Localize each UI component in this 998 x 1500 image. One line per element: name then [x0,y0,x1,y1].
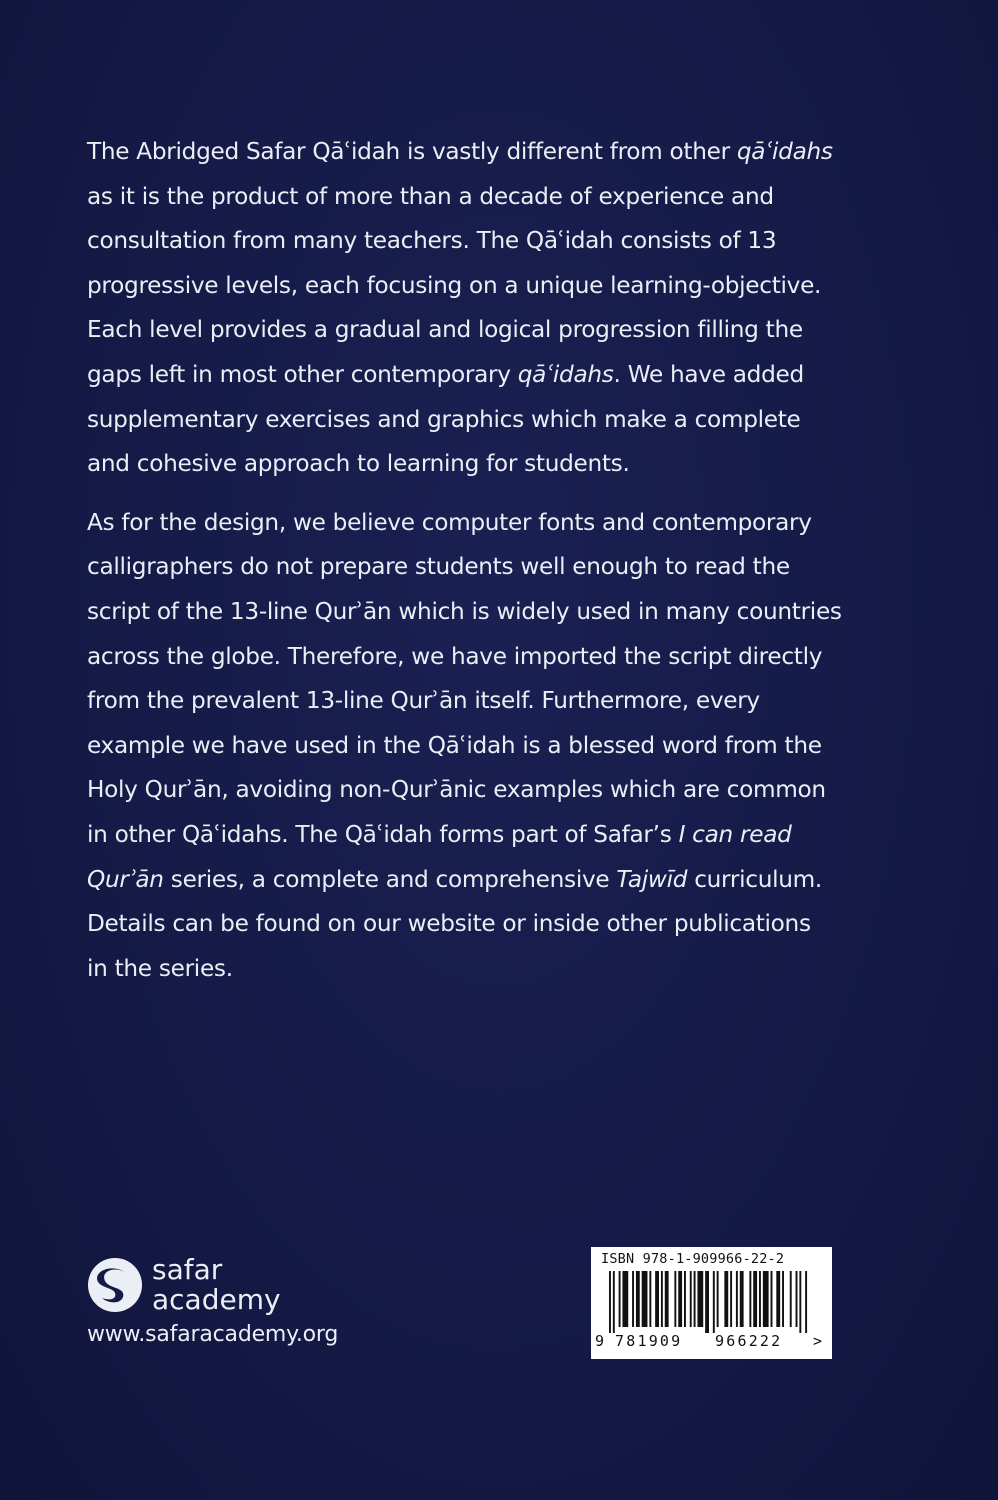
ean-right-group: 966222 [715,1332,783,1350]
barcode-bar [736,1271,738,1327]
ean-first-digit: 9 [595,1332,605,1350]
barcode-bar [694,1271,696,1327]
text-line: from the prevalent 13-line Qurʾān itself. Furthermore, every [87,687,760,715]
barcode-bar [763,1271,769,1327]
italic-series-title: Qurʾān [87,865,164,893]
publisher-logo [86,1250,281,1320]
text-line: example we have used in the Qāʿidah is a blessed word from the [87,731,822,759]
barcode-bar [782,1271,784,1327]
barcode-bar [724,1271,728,1327]
barcode-bar [713,1271,715,1333]
isbn-barcode [591,1247,832,1359]
text-line: as it is the product of more than a decade of experience and [87,182,774,210]
text-line: Details can be found on our website or inside other publications [87,910,811,938]
text-line: As for the design, we believe computer fonts and contemporary [87,508,812,536]
publisher-website: www.safaracademy.org [87,1322,339,1347]
barcode-bar [609,1271,611,1333]
barcode-bar [632,1271,634,1327]
barcode-bar [796,1271,798,1327]
barcode-bar [665,1271,669,1327]
barcode-bar [674,1271,676,1327]
swirl-s-icon [86,1256,144,1314]
barcode-bar [753,1271,757,1327]
barcode-bar [749,1271,751,1327]
logo-wordmark [152,1255,281,1315]
ean-left-group: 781909 [615,1332,683,1350]
barcode-bars [609,1271,809,1333]
ean-end-mark: > [813,1332,823,1350]
barcode-bar [799,1271,801,1333]
logo-word-safar: safar [152,1253,223,1286]
text-line: supplementary exercises and graphics which make a complete [87,405,801,433]
barcode-bar [613,1271,615,1333]
barcode-bar [619,1271,621,1327]
barcode-bar [649,1271,651,1327]
text-line: in other Qāʿidahs. The Qāʿidah forms part of Safar’s I can read [87,820,792,848]
barcode-bar [790,1271,792,1327]
text-line: progressive levels, each focusing on a unique learning-objective. [87,271,822,299]
barcode-bar [717,1271,719,1327]
barcode-bar [690,1271,692,1327]
italic-term: qāʿidahs [517,360,614,388]
barcode-bar [805,1271,807,1333]
barcode-bar [661,1271,663,1327]
text-line: The Abridged Safar Qāʿidah is vastly different from other qāʿidahs [87,138,833,165]
barcode-bar [636,1271,640,1327]
text-line: consultation from many teachers. The Qāʿidah consists of 13 [87,227,777,255]
barcode-bar [622,1271,628,1327]
logo-word-academy: academy [152,1283,281,1316]
barcode-bar [771,1271,773,1327]
barcode-bar [642,1271,648,1327]
barcode-bar [697,1271,703,1327]
isbn-label: ISBN 978-1-909966-22-2 [601,1251,785,1267]
text-line: calligraphers do not prepare students well enough to read the [87,553,790,581]
barcode-bar [678,1271,682,1327]
text-line: across the globe. Therefore, we have imported the script directly [87,642,823,670]
text-line: gaps left in most other contemporary qāʿidahs. We have added [87,360,804,388]
blurb-paragraph-1 [87,130,847,487]
barcode-bar [740,1271,744,1327]
barcode-bar [759,1271,761,1327]
blurb-paragraph-2 [87,501,847,992]
text-line: and cohesive approach to learning for students. [87,450,630,478]
barcode-bar [705,1271,709,1333]
blurb-text [87,130,847,991]
italic-term: Tajwīd [616,865,688,893]
barcode-bar [655,1271,659,1327]
barcode-bar [684,1271,686,1327]
barcode-bar [776,1271,780,1327]
text-line: script of the 13-line Qurʾān which is widely used in many countries [87,597,842,625]
italic-series-title: I can read [678,820,792,848]
text-line: in the series. [87,954,233,982]
text-line: Qurʾān series, a complete and comprehensive Tajwīd curriculum. [87,865,822,893]
barcode-bar [730,1271,732,1327]
text-line: Each level provides a gradual and logical progression filling the [87,316,803,344]
text-line: Holy Qurʾān, avoiding non-Qurʾānic examples which are common [87,776,826,804]
italic-term: qāʿidahs [736,138,833,165]
